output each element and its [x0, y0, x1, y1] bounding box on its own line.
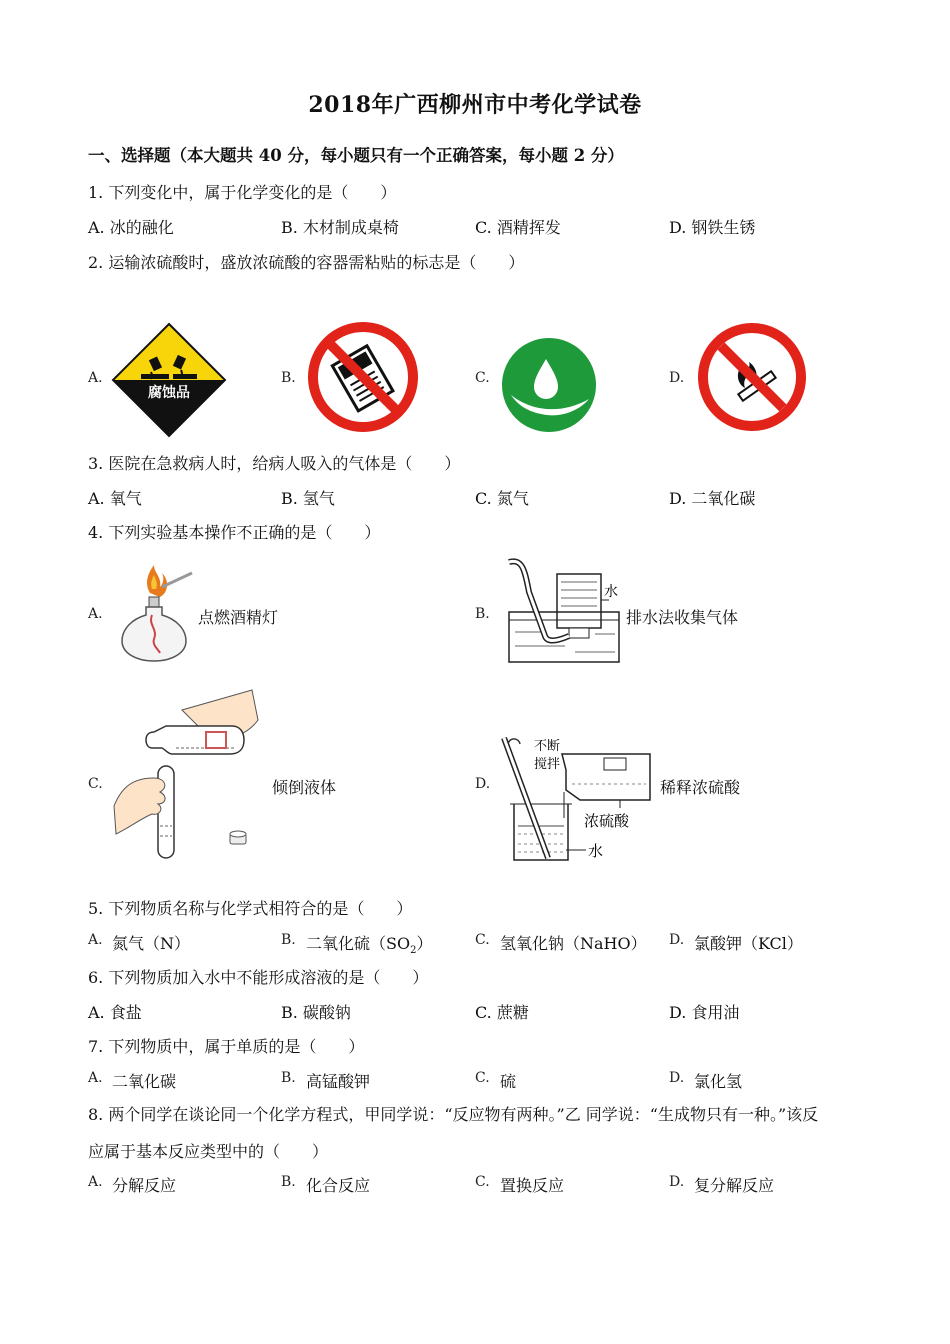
no-matches-sign-icon — [306, 320, 420, 434]
q5-option-a: A. — [88, 932, 103, 948]
q6-option-b: B. 碳酸钠 — [281, 1003, 351, 1022]
question-8-stem-line2: 应属于基本反应类型中的（ ） — [88, 1142, 329, 1161]
q4-option-b: B. — [475, 606, 490, 622]
q2-option-c: C. — [475, 370, 490, 386]
q2-option-a: A. — [88, 370, 103, 386]
q6-option-a: A. 食盐 — [88, 1003, 142, 1022]
question-6-stem: 6. 下列物质加入水中不能形成溶液的是（ ） — [88, 968, 429, 987]
q7-option-c: C. — [475, 1070, 490, 1086]
q5-option-b: B. — [281, 932, 296, 948]
no-smoking-sign-icon — [697, 322, 807, 432]
label-water-d: 水 — [588, 842, 604, 860]
pouring-liquid-icon — [112, 686, 262, 860]
corrosive-sign-icon — [111, 322, 227, 438]
q8-option-b-text: 化合反应 — [306, 1176, 371, 1195]
q4-option-d: D. — [475, 776, 491, 792]
q7-option-d: D. — [669, 1070, 685, 1086]
label-acid: 浓硫酸 — [584, 812, 630, 830]
dilute-acid-apparatus-icon — [500, 734, 660, 866]
q5-option-b-text — [306, 931, 432, 956]
q5-option-c-text: 氢氧化钠（NaHO） — [500, 934, 647, 953]
water-displacement-apparatus-icon — [505, 560, 625, 666]
label-stir-2: 搅拌 — [534, 757, 561, 772]
q8-option-d-text: 复分解反应 — [694, 1176, 775, 1195]
q7-option-b-text: 高锰酸钾 — [306, 1072, 371, 1091]
section-heading: 一、选择题（本大题共 40 分，每小题只有一个正确答案，每小题 2 分） — [88, 146, 624, 165]
question-5-stem: 5. 下列物质名称与化学式相符合的是（ ） — [88, 899, 413, 918]
q8-option-c: C. — [475, 1174, 490, 1190]
page-title: 2018年广西柳州市中考化学试卷 — [308, 92, 642, 118]
q8-option-c-text: 置换反应 — [500, 1176, 565, 1195]
question-8-stem-line1: 8. 两个同学在谈论同一个化学方程式，甲同学说：“反应物有两种。”乙 同学说：“生成物只有一种。”该反 — [88, 1105, 819, 1124]
question-3-stem: 3. 医院在急救病人时，给病人吸入的气体是（ ） — [88, 454, 461, 473]
q8-option-a-text: 分解反应 — [112, 1176, 177, 1195]
caption-pour-liquid: 倾倒液体 — [272, 778, 337, 797]
q4-option-c: C. — [88, 776, 103, 792]
q7-option-a-text: 二氧化碳 — [112, 1072, 177, 1091]
q2-option-b: B. — [281, 370, 296, 386]
q5-option-d-text: 氯酸钾（KCl） — [694, 934, 803, 953]
caption-dilute-acid: 稀释浓硫酸 — [660, 778, 741, 797]
q3-option-c: C. 氮气 — [475, 489, 529, 508]
q5-option-b-formula: 二氧化硫（SO — [306, 934, 411, 953]
q5-option-d: D. — [669, 932, 685, 948]
q7-option-b: B. — [281, 1070, 296, 1086]
q5-option-b-subscript: 2 — [410, 945, 417, 957]
q1-option-d: D. 钢铁生锈 — [669, 218, 756, 237]
q1-option-a: A. 冰的融化 — [88, 218, 174, 237]
label-water-b: 水 — [604, 584, 618, 600]
q7-option-c-text: 硫 — [500, 1072, 517, 1091]
question-2-stem: 2. 运输浓硫酸时，盛放浓硫酸的容器需粘贴的标志是（ ） — [88, 253, 525, 272]
q5-option-b-close: ） — [416, 934, 433, 953]
q4-option-a: A. — [88, 606, 103, 622]
question-4-stem: 4. 下列实验基本操作不正确的是（ ） — [88, 523, 381, 542]
q2-option-d: D. — [669, 370, 685, 386]
alcohol-lamp-lighting-icon — [112, 563, 194, 667]
caption-light-lamp: 点燃酒精灯 — [198, 608, 279, 627]
q3-option-d: D. 二氧化碳 — [669, 489, 756, 508]
water-reactive-sign-icon — [501, 337, 597, 433]
q6-option-d: D. 食用油 — [669, 1003, 740, 1022]
caption-collect-gas: 排水法收集气体 — [626, 608, 739, 627]
q7-option-d-text: 氯化氢 — [694, 1072, 743, 1091]
q7-option-a: A. — [88, 1070, 103, 1086]
q5-option-c: C. — [475, 932, 490, 948]
label-stir-1: 不断 — [534, 739, 561, 754]
q5-option-a-text: 氮气（N） — [112, 934, 191, 953]
q1-option-b: B. 木材制成桌椅 — [281, 218, 399, 237]
q3-option-a: A. 氧气 — [88, 489, 142, 508]
corrosive-label: 腐蚀品 — [148, 385, 190, 401]
q1-option-c: C. 酒精挥发 — [475, 218, 561, 237]
q8-option-d: D. — [669, 1174, 685, 1190]
q8-option-b: B. — [281, 1174, 296, 1190]
q8-option-a: A. — [88, 1174, 103, 1190]
q3-option-b: B. 氢气 — [281, 489, 335, 508]
q6-option-c: C. 蔗糖 — [475, 1003, 529, 1022]
question-1-stem: 1. 下列变化中，属于化学变化的是（ ） — [88, 183, 397, 202]
question-7-stem: 7. 下列物质中，属于单质的是（ ） — [88, 1037, 365, 1056]
